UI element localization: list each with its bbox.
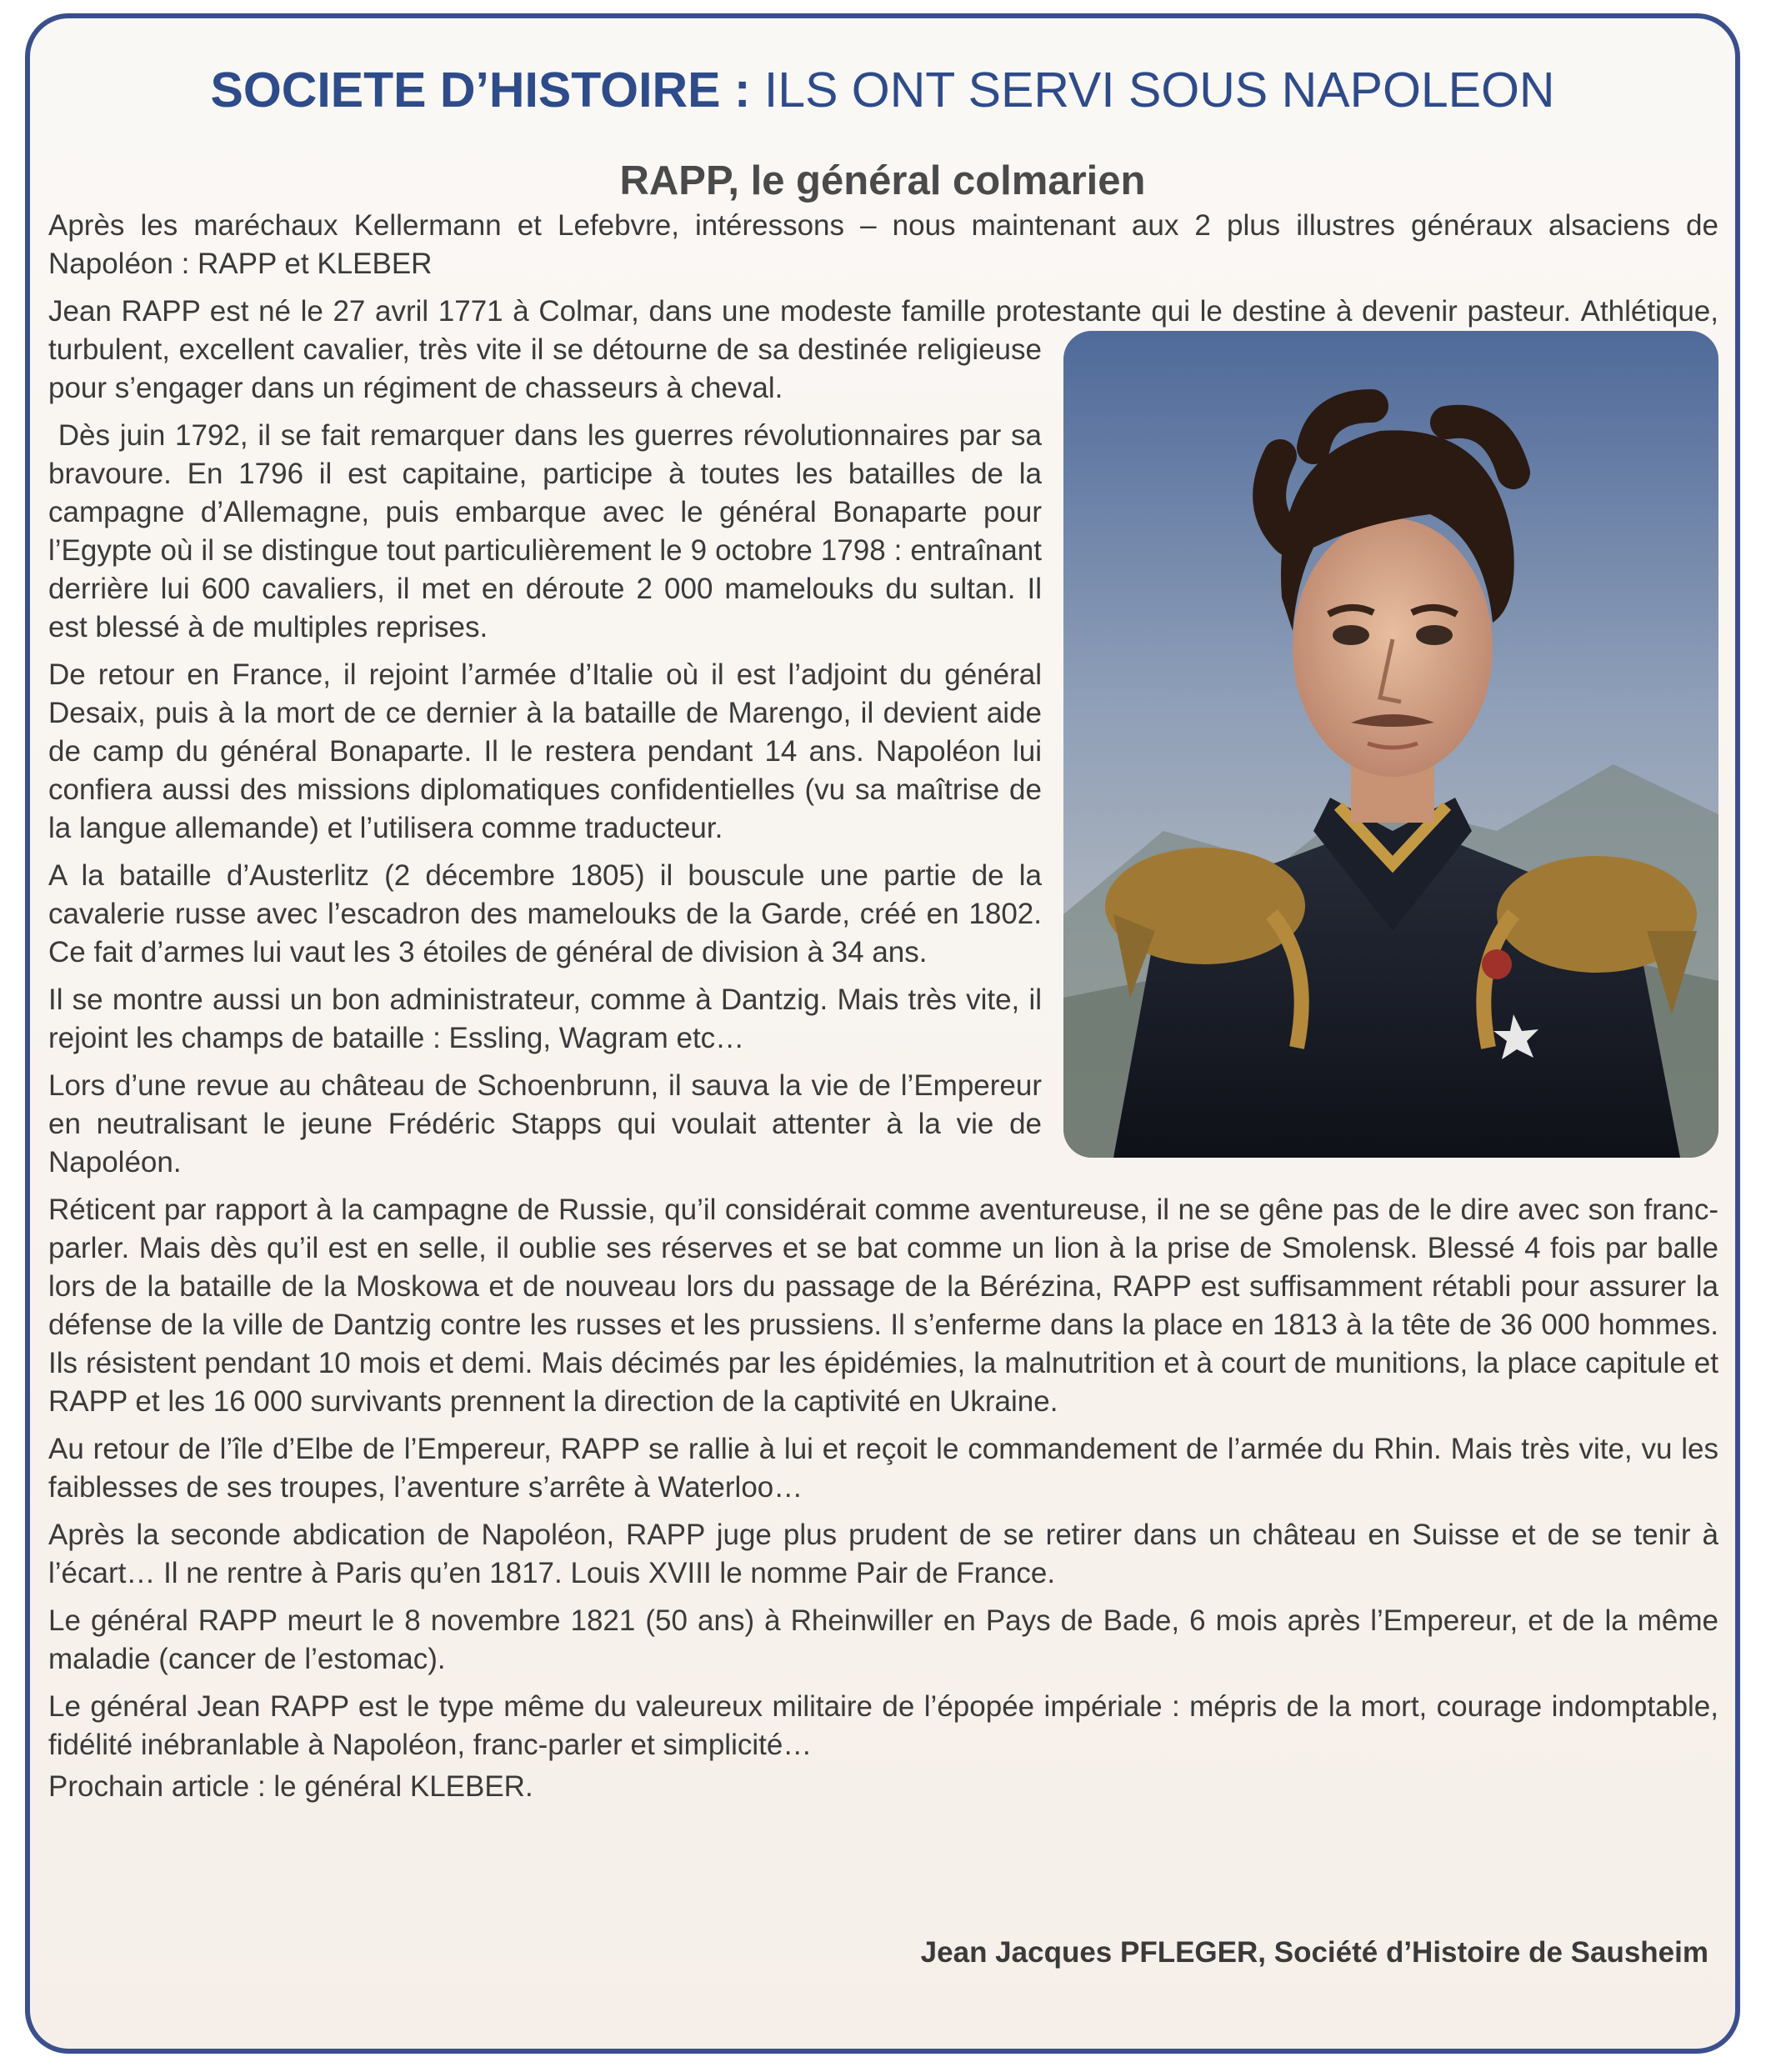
portrait-general-rapp-icon bbox=[1063, 331, 1718, 1158]
article-body bbox=[48, 207, 1718, 1815]
paragraph-conclusion: Le général Jean RAPP est le type même du valeureux militaire de l’épopée impériale : mépris de la mort, courage indomptable, fidélité inébranlable à Napoléon, franc-parler et simplicité… bbox=[48, 1690, 1718, 1761]
paragraph-italy: De retour en France, il rejoint l’armée d’Italie où il est l’adjoint du général Desaix, puis à la mort de ce dernier à la bataille de Marengo, il devient aide de camp du général Bonaparte. Il le restera pendant 14 ans. Napoléon lui confiera aussi des missions diplomatiques confidentielles (vu sa maîtrise de la langue allemande) et l’utilisera comme traducteur. bbox=[48, 658, 1042, 844]
paragraph-intro: Après les maréchaux Kellermann et Lefebvre, intéressons – nous maintenant aux 2 plus illustres généraux alsaciens de Napoléon : RAPP et KLEBER bbox=[48, 209, 1718, 280]
paragraph-birth-rest: Athlétique, turbulent, excellent cavalier, très vite il se détourne de sa destinée religieuse pour s’engager dans un régiment de chasseurs à cheval. bbox=[48, 295, 1718, 404]
article-subtitle: RAPP, le général colmarien bbox=[619, 158, 1146, 203]
paragraph-administrator: Il se montre aussi un bon administrateur, comme à Dantzig. Mais très vite, il rejoint les champs de bataille : Essling, Wagram etc… bbox=[48, 983, 1042, 1054]
paragraph-birth bbox=[48, 293, 1718, 408]
portrait-image bbox=[1063, 331, 1718, 1158]
author-signature: Jean Jacques PFLEGER, Société d’Histoire de Sausheim bbox=[920, 1936, 1708, 1969]
page-title bbox=[30, 57, 1735, 123]
title-society: SOCIETE D’HISTOIRE : bbox=[210, 63, 751, 118]
paragraph-austerlitz: A la bataille d’Austerlitz (2 décembre 1805) il bouscule une partie de la cavalerie russe avec l’escadron des mamelouks de la Garde, créé en 1802. Ce fait d’armes lui vaut les 3 étoiles de général de division à 34 ans. bbox=[48, 859, 1042, 968]
paragraph-abdication: Après la seconde abdication de Napoléon, RAPP juge plus prudent de se retirer dans un château en Suisse et de se tenir à l’écart… Il ne rentre à Paris qu’en 1817. Louis XVIII le nomme Pair de France. bbox=[48, 1519, 1718, 1589]
paragraph-russia: Réticent par rapport à la campagne de Russie, qu’il considérait comme aventureuse, il ne se gêne pas de le dire avec son franc-parler. Mais dès qu’il est en selle, il oublie ses réserves et se bat comme un lion à la prise de Smolensk. Blessé 4 fois par balle lors de la bataille de la Moskowa et de nouveau lors du passage de la Bérézina, RAPP est suffisamment rétabli pour assurer la défense de la ville de Dantzig contre les russes et les prussiens. Il s’enferme dans la place en 1813 à la tête de 36 000 hommes. Ils résistent pendant 10 mois et demi. Mais décimés par les épidémies, la malnutrition et à court de munitions, la place capitule et RAPP et les 16 000 survivants prennent la direction de la captivité en Ukraine. bbox=[48, 1194, 1718, 1418]
paragraph-revolution: Dès juin 1792, il se fait remarquer dans les guerres révolutionnaires par sa bravoure. En 1796 il est capitaine, participe à toutes les batailles de la campagne d’Allemagne, puis embarque avec le général Bonaparte pour l’Egypte où il se distingue tout particulièrement le 9 octobre 1798 : entraînant derrière lui 600 cavaliers, il met en déroute 2 000 mamelouks du sultan. Il est blessé à de multiples reprises. bbox=[48, 419, 1050, 643]
paragraph-schoenbrunn: Lors d’une revue au château de Schoenbrunn, il sauva la vie de l’Empereur en neutralisant le jeune Frédéric Stapps qui voulait attenter à la vie de Napoléon. bbox=[48, 1069, 1042, 1179]
title-topic: ILS ONT SERVI SOUS NAPOLEON bbox=[750, 63, 1555, 118]
paragraph-death: Le général RAPP meurt le 8 novembre 1821 (50 ans) à Rheinwiller en Pays de Bade, 6 mois après l’Empereur, et de la même maladie (cancer de l’estomac). bbox=[48, 1604, 1718, 1675]
paragraph-birth-lead: Jean RAPP est né le 27 avril 1771 à Colmar, dans une modeste famille protestante qui le destine à devenir pasteur. bbox=[48, 295, 1581, 328]
paragraph-elba: Au retour de l’île d’Elbe de l’Empereur, RAPP se rallie à lui et reçoit le commandement de l’armée du Rhin. Mais très vite, vu les faiblesses de ses troupes, l’aventure s’arrête à Waterloo… bbox=[48, 1433, 1718, 1504]
article-frame bbox=[25, 13, 1740, 2054]
next-article-note: Prochain article : le général KLEBER. bbox=[48, 1770, 533, 1803]
